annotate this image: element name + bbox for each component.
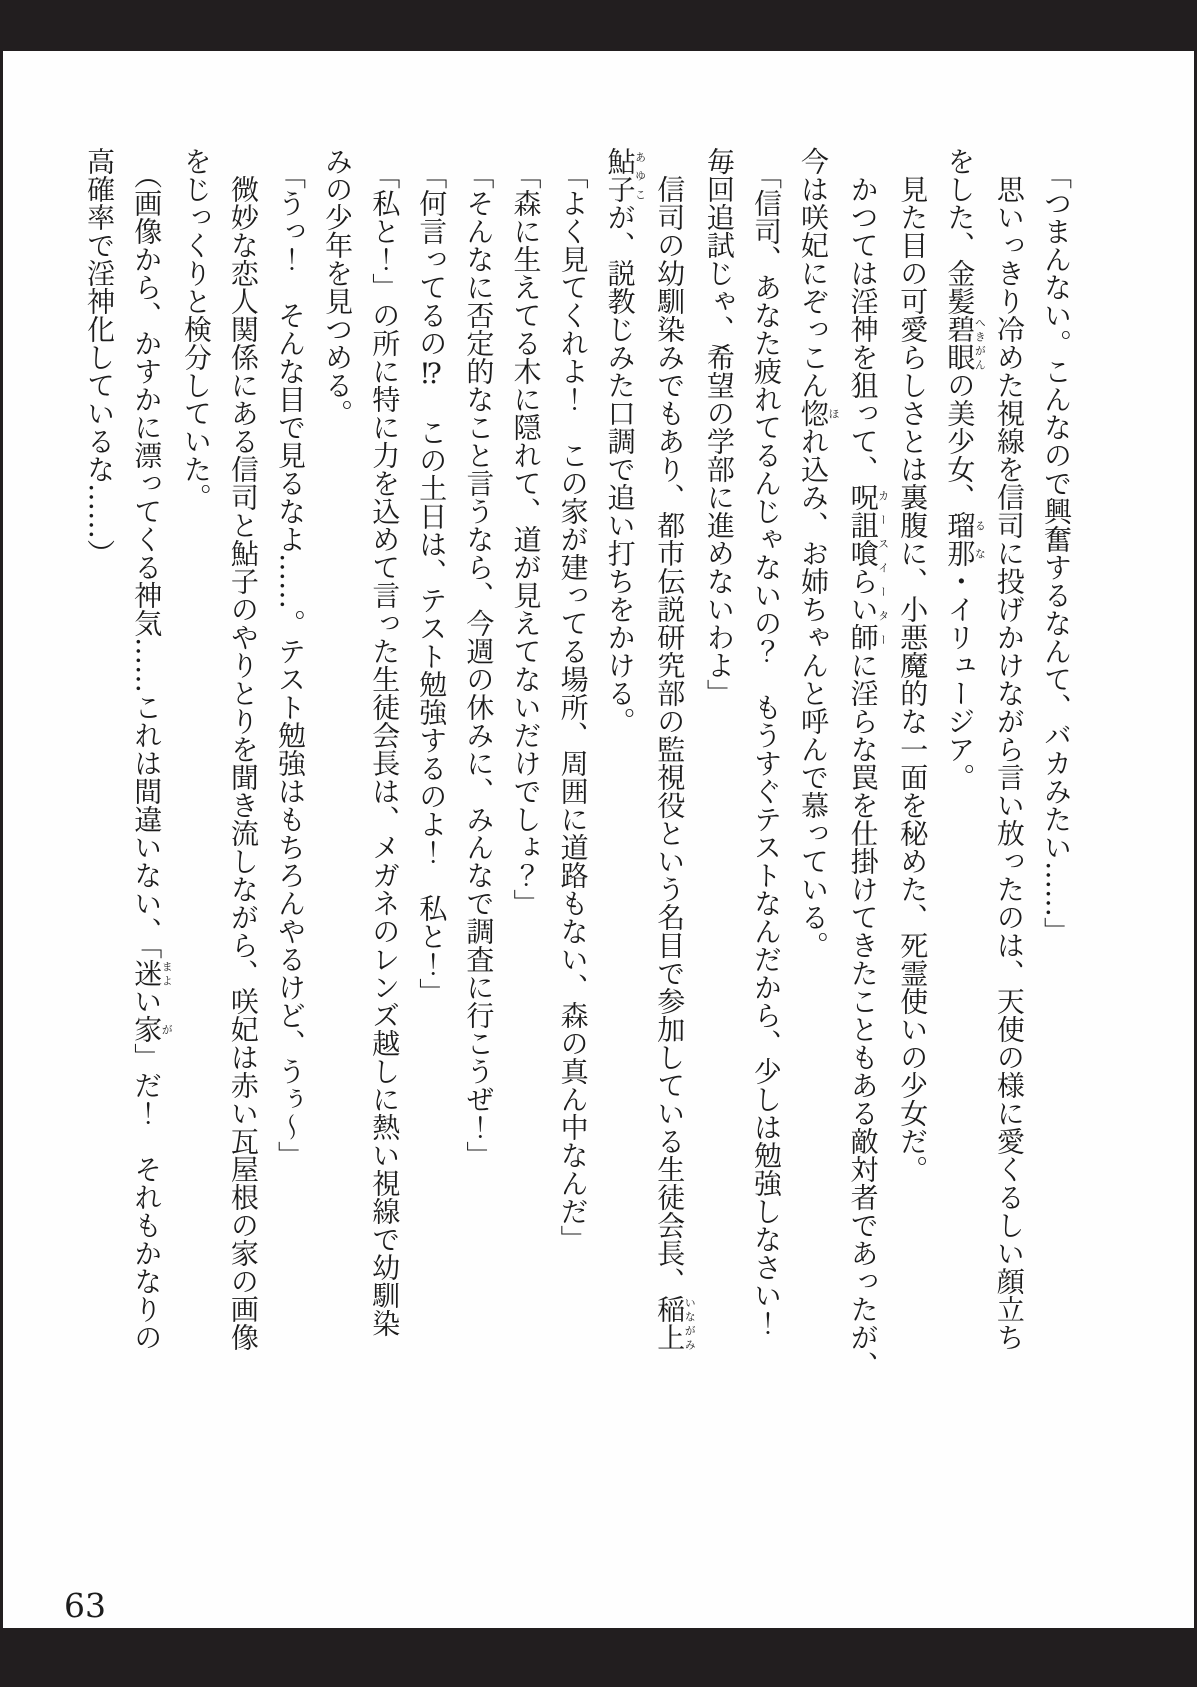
- ruby-annotated-text: 瑠那るな: [943, 511, 987, 567]
- page-number: 63: [64, 1586, 106, 1625]
- text-column: 微妙な恋人関係にある信司と鮎子のやりとりを聞き流しながら、咲妃は赤い瓦屋根の家の画像: [226, 175, 260, 1351]
- text-column: をじっくりと検分していた。: [179, 147, 213, 511]
- text-column: みの少年を見つめる。: [321, 147, 355, 427]
- text-column: かつては淫神を狙って、呪詛喰らい師カースイーターに淫らな罠を仕掛けてきたこともある敵対者であったが、: [846, 175, 890, 1379]
- text-column: 「うっ！ そんな目で見るなよ……。テスト勉強はもちろんやるけど、うぅ〜」: [274, 161, 307, 1169]
- text-column: をした、金髪碧眼へきがんの美少女、瑠那るな・イリュージア。: [943, 147, 987, 791]
- text-column: 今は咲妃にぞっこん惚ほれ込み、お姉ちゃんと呼んで慕っている。: [797, 147, 841, 959]
- page-text: [83, 147, 1080, 1449]
- text-column: 思いっきり冷めた視線を信司に投げかけながら言い放ったのは、天使の様に愛くるしい顔立ち: [992, 175, 1026, 1351]
- text-column: 信司の幼馴染みでもあり、都市伝説研究部の監視役という名目で参加している生徒会長、稲上いながみ: [653, 175, 697, 1351]
- text-column: 「森に生えてる木に隠れて、道が見えてないだけでしょ？」: [509, 161, 543, 917]
- text-column: 「信司、あなた疲れてるんじゃないの？ もうすぐテストなんだから、少しは勉強しなさい！: [749, 161, 783, 1337]
- text-column: 「私と！」の所に特に力を込めて言った生徒会長は、メガネのレンズ越しに熱い視線で幼馴染: [368, 161, 402, 1337]
- ruby-annotated-text: 鮎子あゆこ: [603, 147, 647, 203]
- bottom-black-bar: [0, 1628, 1197, 1687]
- text-column: 「よく見てくれよ！ この家が建ってる場所、周囲に道路もない、森の真ん中なんだ」: [556, 161, 590, 1253]
- text-column: 毎回追試じゃ、希望の学部に進めないわよ」: [702, 147, 736, 707]
- ruby-annotated-text: 稲上いながみ: [653, 1295, 697, 1351]
- ruby-annotated-text: 呪詛喰らい師カースイーター: [846, 483, 890, 651]
- ruby-annotated-text: 碧眼へきがん: [943, 315, 987, 371]
- ruby-annotated-text: 惚ほ: [797, 399, 841, 427]
- top-black-bar: [0, 0, 1197, 51]
- text-column: 鮎子あゆこが、説教じみた口調で追い打ちをかける。: [603, 147, 647, 735]
- text-column: 見た目の可愛らしさとは裏腹に、小悪魔的な一面を秘めた、死霊使いの少女だ。: [896, 175, 930, 1183]
- text-column: （画像から、かすかに漂ってくる神気……これは間違いない、「迷まよい家が」だ！ それもかなりの: [130, 161, 174, 1351]
- text-column: 「つまんない。こんなので興奮するなんて、バカみたい……」: [1040, 161, 1073, 945]
- text-column: 「何言ってるの⁉ この土日は、テスト勉強するのよ！ 私と！」: [415, 161, 449, 1006]
- text-column: 高確率で淫神化しているな……）: [83, 147, 117, 567]
- page-left-edge: [0, 51, 3, 1628]
- text-column: 「そんなに否定的なこと言うなら、今週の休みに、みんなで調査に行こうぜ！」: [462, 161, 496, 1169]
- ruby-annotated-text: 迷まよ: [130, 959, 174, 987]
- ruby-annotated-text: 家が: [130, 1015, 174, 1043]
